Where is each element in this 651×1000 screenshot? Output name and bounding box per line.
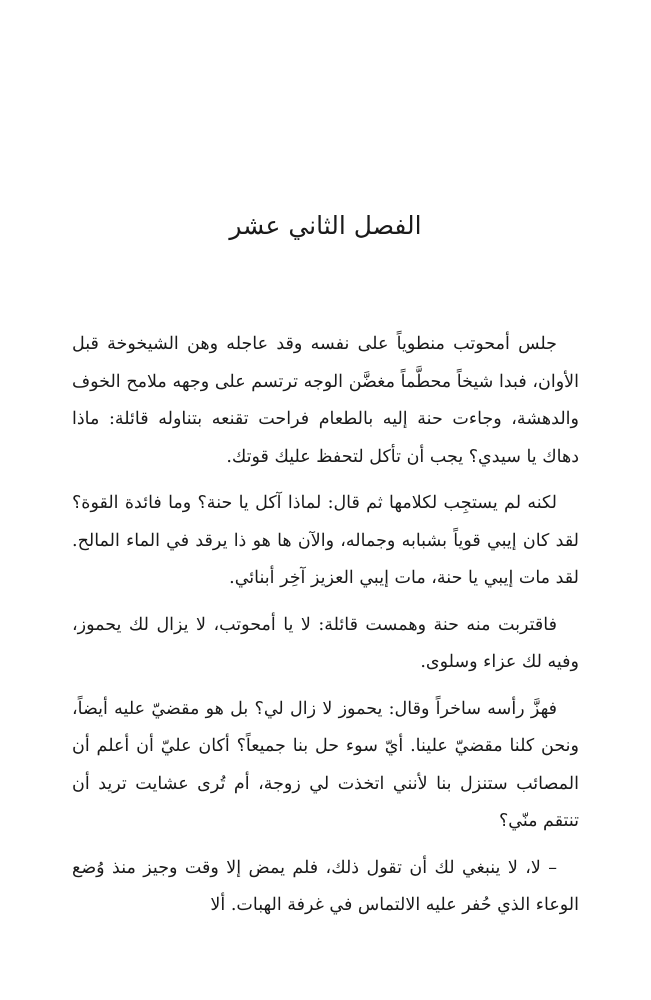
chapter-body	[72, 326, 579, 934]
paragraph: جلس أمحوتب منطوياً على نفسه وقد عاجله وهن الشيخوخة قبل الأوان، فبدا شيخاً محطَّماً مغضَّن الوجه ترتسم على وجهه ملامح الخوف والدهشة، وجاءت حنة إليه بالطعام فراحت تقنعه بتناوله قائلة: ماذا دهاك يا سيدي؟ يجب أن تأكل لتحفظ عليك قوتك.	[72, 334, 579, 467]
paragraph: – لا، لا ينبغي لك أن تقول ذلك، فلم يمض إلا وقت وجيز منذ وُضع الوعاء الذي حُفر عليه الالتماس في غرفة الهبات. ألا	[72, 857, 579, 915]
paragraph: فاقتربت منه حنة وهمست قائلة: لا يا أمحوتب، لا يزال لك يحموز، وفيه لك عزاء وسلوى.	[72, 614, 579, 672]
paragraph: فهزَّ رأسه ساخراً وقال: يحموز لا زال لي؟ بل هو مقضيّ عليه أيضاً، ونحن كلنا مقضيّ علينا. أيّ سوء حل بنا جميعاً؟ أكان عليّ أن أعلم أن المصائب ستنزل بنا لأنني اتخذت لي زوجة، أم تُرى عشايت تريد أن تنتقم منّي؟	[72, 698, 579, 831]
chapter-title: الفصل الثاني عشر	[229, 211, 422, 240]
paragraph: لكنه لم يستجِب لكلامها ثم قال: لماذا آكل يا حنة؟ وما فائدة القوة؟ لقد كان إيبي قوياً بشبابه وجماله، والآن ها هو ذا يرقد في الماء المالح. لقد مات إيبي يا حنة، مات إيبي العزيز آخِر أبنائي.	[72, 493, 580, 588]
